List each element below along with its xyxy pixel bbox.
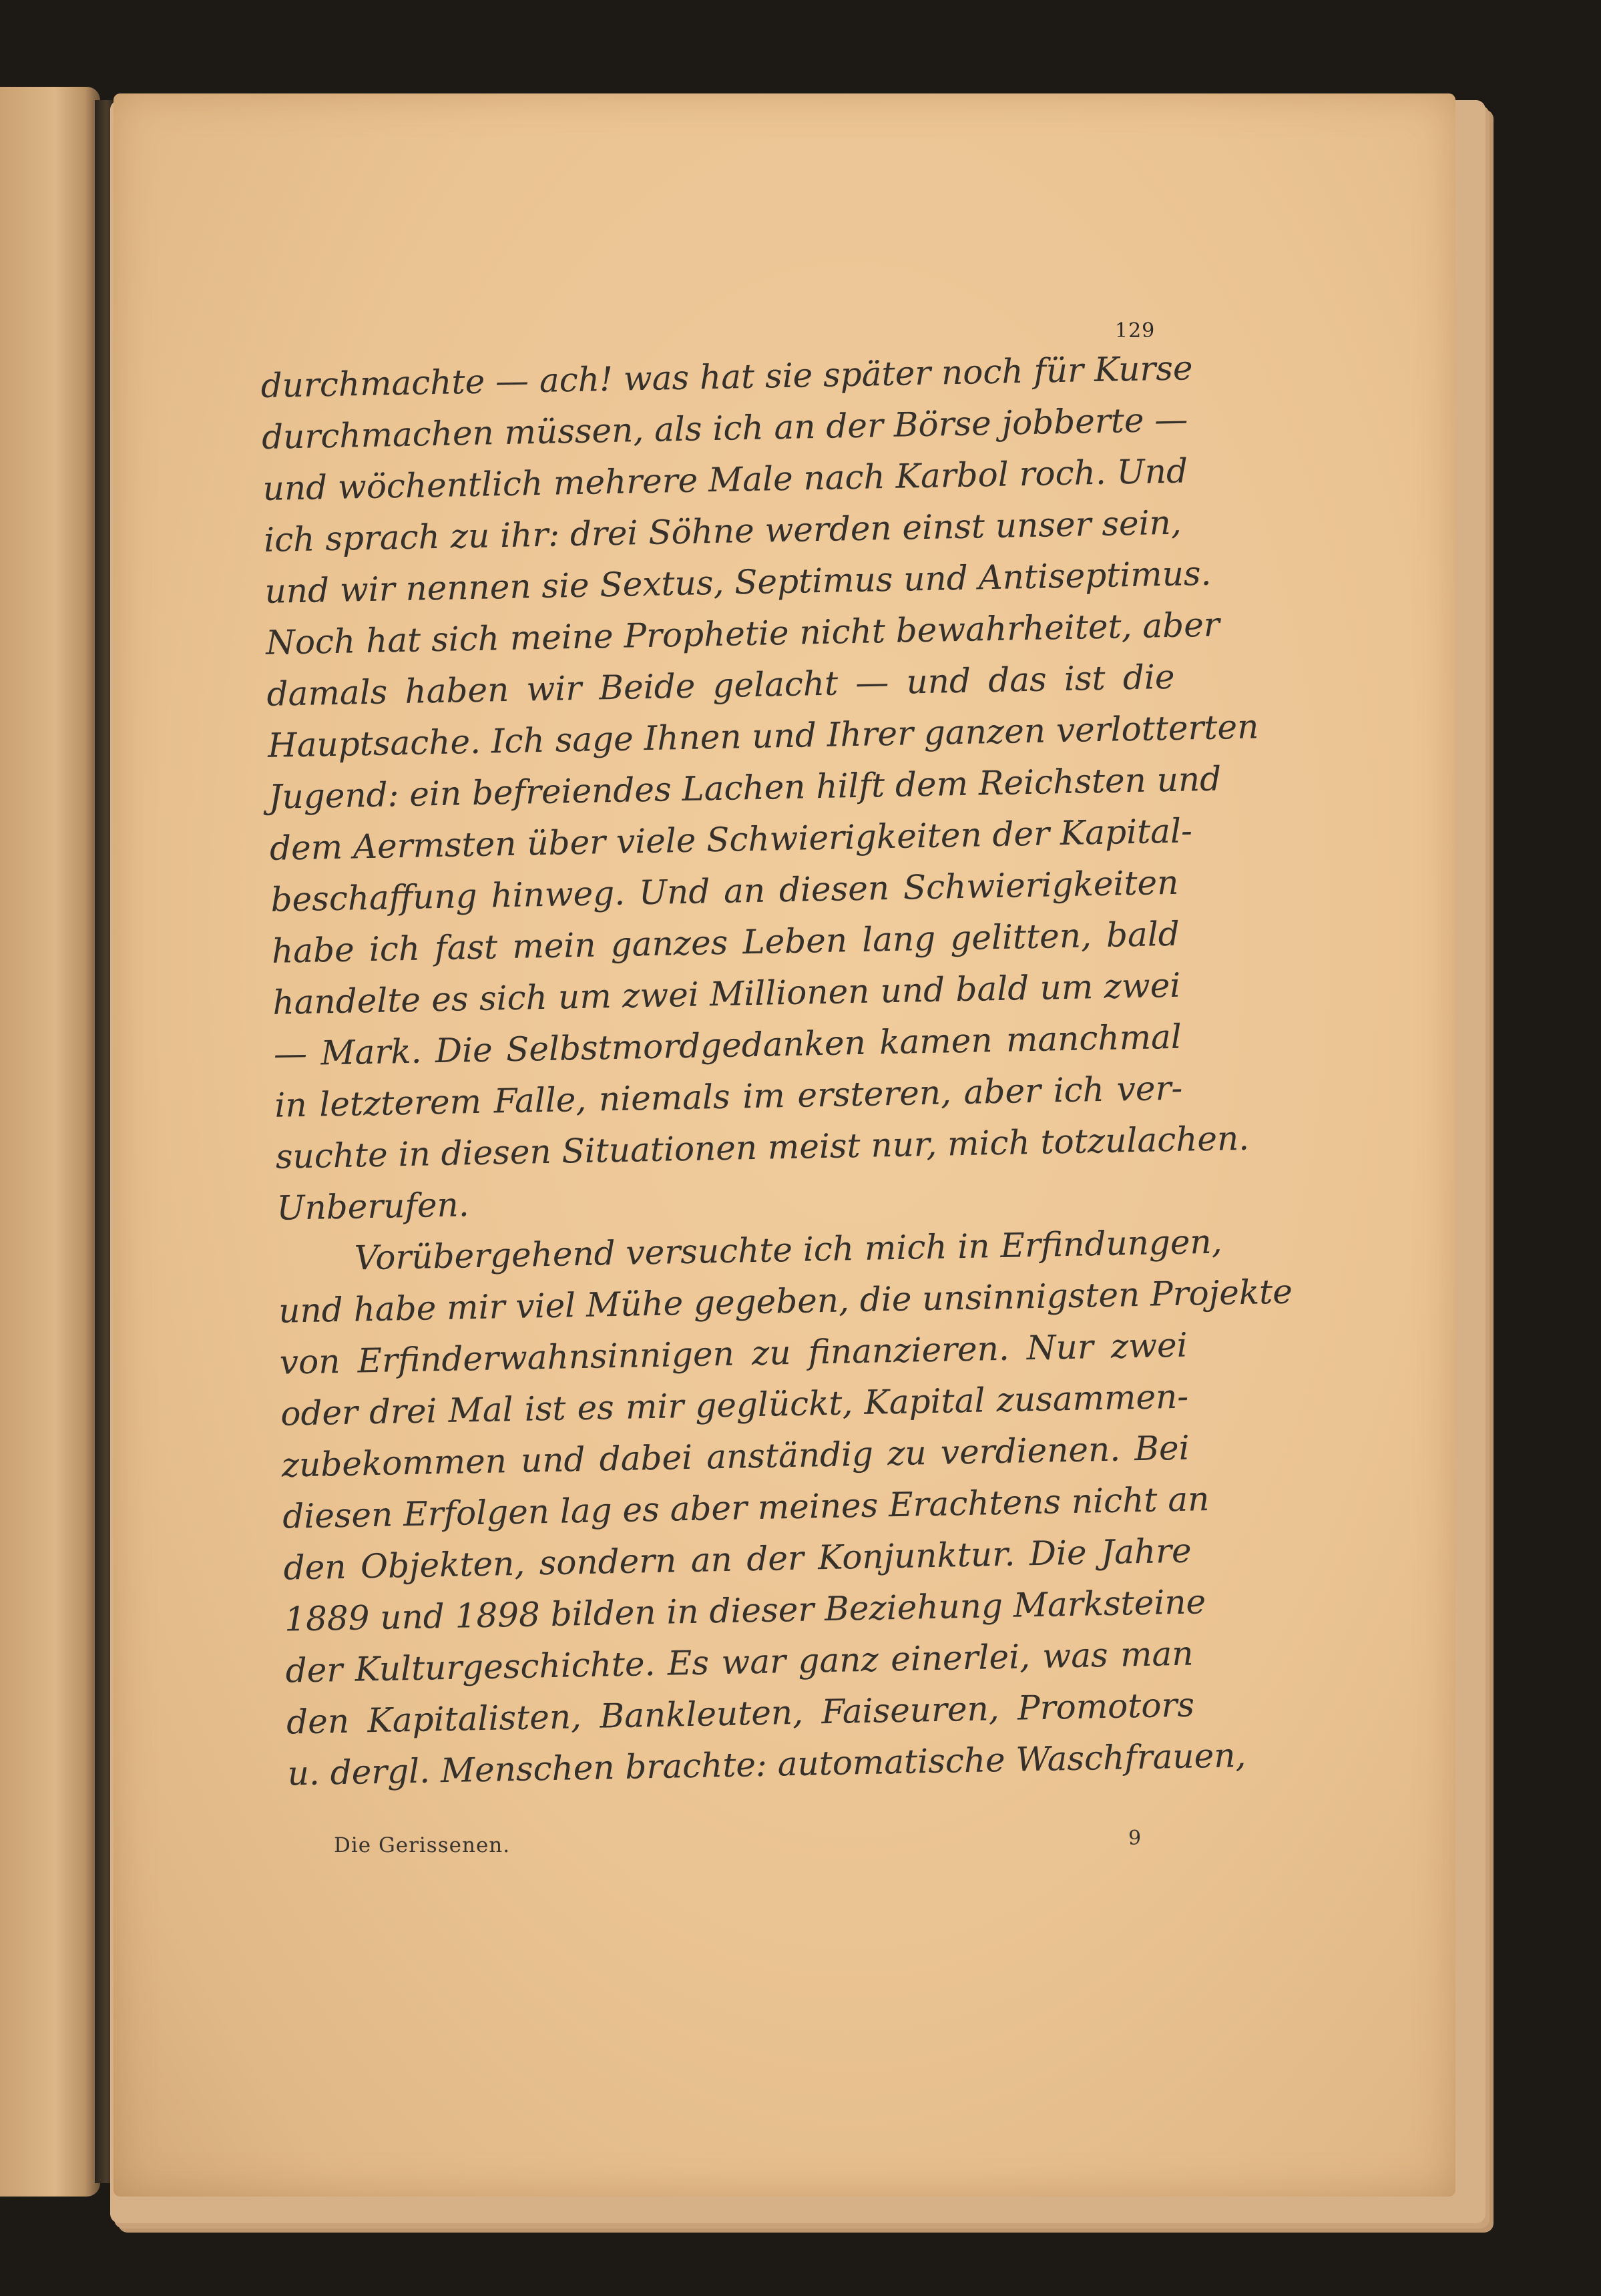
text-line: 1889 und 1898 bilden in dieser Beziehung Marksteine xyxy=(284,1582,1206,1639)
text-line: Hauptsache. Ich sage Ihnen und Ihrer ganzen verlotterten xyxy=(267,707,1259,765)
footer-book-title: Die Gerissenen. xyxy=(334,1833,511,1857)
text-line: oder drei Mal ist es mir geglückt, Kapital zusammen- xyxy=(280,1377,1189,1433)
text-line: durchmachte — ach! was hat sie später noch für Kurse xyxy=(260,349,1194,405)
text-line: damals haben wir Beide gelacht — und das ist die xyxy=(266,657,1175,714)
text-line: durchmachen müssen, als ich an der Börse jobberte — xyxy=(261,400,1188,457)
text-line: dem Aermsten über viele Schwierigkeiten der Kapital- xyxy=(269,811,1193,868)
text-line: Vorübergehend versuchte ich mich in Erfindungen, xyxy=(354,1222,1222,1278)
text-line: — Mark. Die Selbstmordgedanken kamen manchmal xyxy=(273,1017,1182,1074)
text-line: habe ich fast mein ganzes Leben lang gelitten, bald xyxy=(271,914,1180,971)
text-line: Jugend: ein befreiendes Lachen hilft dem Reichsten und xyxy=(268,759,1222,817)
text-line: ich sprach zu ihr: drei Söhne werden einst unser sein, xyxy=(263,503,1182,559)
text-line: und habe mir viel Mühe gegeben, die unsinnigsten Projekte xyxy=(278,1272,1293,1331)
page-number: 129 xyxy=(1115,319,1156,342)
body-text xyxy=(260,343,1293,1800)
text-line: suchte in diesen Situationen meist nur, mich totzulachen. xyxy=(275,1118,1250,1176)
text-line: in letzterem Falle, niemals im ersteren, aber ich ver- xyxy=(274,1068,1183,1125)
text-line: und wöchentlich mehrere Male nach Karbol roch. Und xyxy=(262,451,1188,508)
text-line: diesen Erfolgen lag es aber meines Erachtens nicht an xyxy=(282,1479,1210,1536)
text-line: den Objekten, sondern an der Konjunktur. Die Jahre xyxy=(283,1531,1192,1588)
text-line: und wir nennen sie Sextus, Septimus und Antiseptimus. xyxy=(264,553,1212,611)
text-line: Noch hat sich meine Prophetie nicht bewahrheitet, aber xyxy=(265,605,1220,662)
text-line: Unberufen. xyxy=(276,1185,470,1228)
text-line: von Erfinderwahnsinnigen zu finanzieren. Nur zwei xyxy=(279,1325,1188,1382)
text-line: der Kulturgeschichte. Es war ganz einerlei, was man xyxy=(285,1634,1194,1690)
text-line: zubekommen und dabei anständig zu verdienen. Bei xyxy=(281,1428,1190,1485)
left-page-edge xyxy=(0,87,100,2197)
text-line: den Kapitalisten, Bankleuten, Faiseuren, Promotors xyxy=(286,1685,1195,1742)
text-line: beschaffung hinweg. Und an diesen Schwierigkeiten xyxy=(270,863,1179,919)
signature-mark: 9 xyxy=(1128,1827,1142,1850)
text-line: u. dergl. Menschen brachte: automatische Waschfrauen, xyxy=(287,1736,1246,1793)
text-line: handelte es sich um zwei Millionen und bald um zwei xyxy=(272,965,1181,1022)
